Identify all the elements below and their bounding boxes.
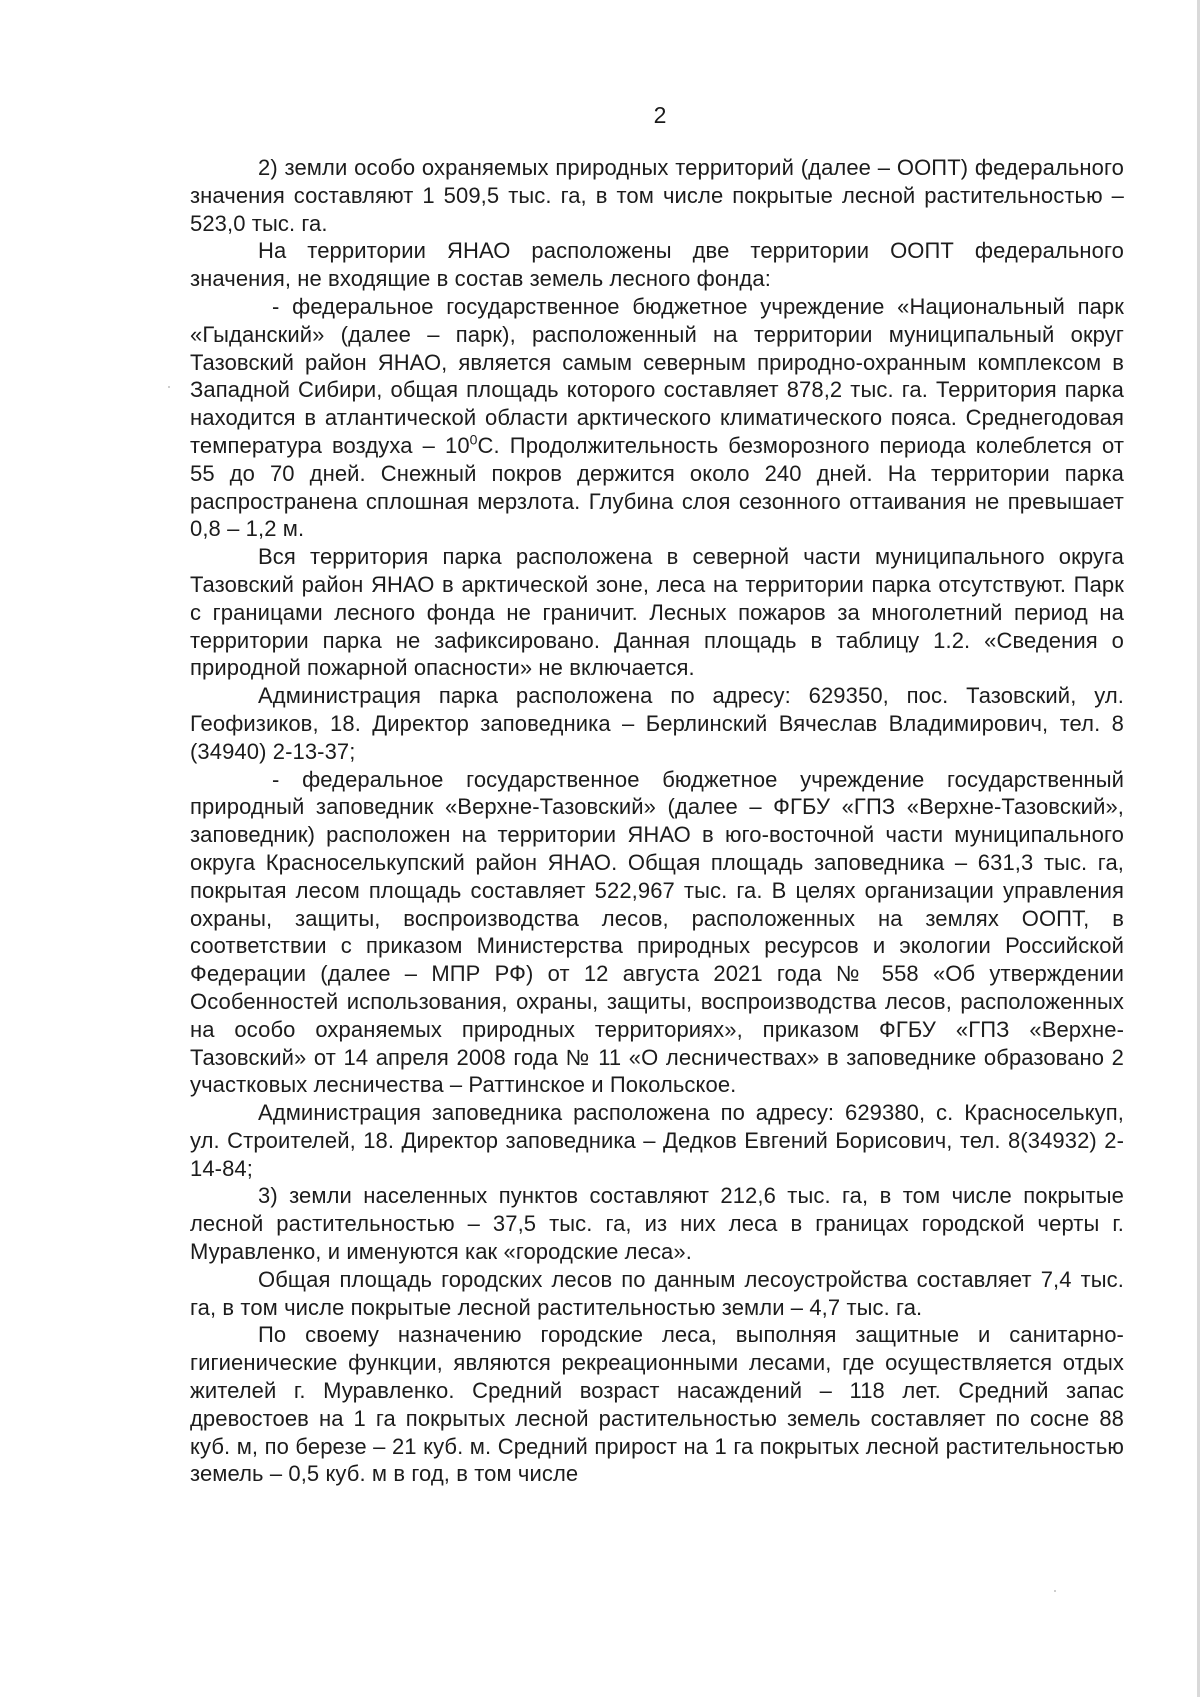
- paragraph-urban-forest-purpose: По своему назначению городские леса, выполняя защитные и санитарно-гигиенические функции, являются рекреационными лесами, где осуществляется отдых жителей г. Муравленко. Средний возраст насаждений – 118 лет. Средний запас древостоев на 1 га покрытых лесной растительностью земель составляет по сосне 88 куб. м, по березе – 21 куб. м. Средний прирост на 1 га покрытых лесной растительностью земель – 0,5 куб. м в год, в том числе: [190, 1322, 1124, 1487]
- scan-speck: [168, 386, 170, 388]
- paragraph-urban-forest-area: Общая площадь городских лесов по данным лесоустройства составляет 7,4 тыс. га, в том числе покрытые лесной растительностью земли – 4,7 тыс. га.: [190, 1266, 1124, 1320]
- paragraph-park-territory: Вся территория парка расположена в северной части муниципального округа Тазовский район ЯНАО в арктической зоне, леса на территории парка отсутствуют. Парк с границами лесного фонда не граничит. Лесных пожаров за многолетний период на территории парка не зафиксировано. Данная площадь в таблицу 1.2. «Сведения о природной пожарной опасности» не включается.: [190, 544, 1124, 681]
- page-number: 2: [653, 102, 667, 128]
- paragraph-gydan-park: [190, 293, 1124, 543]
- paragraph-two-territories: На территории ЯНАО расположены две территории ООПТ федерального значения, не входящие в состав земель лесного фонда:: [190, 238, 1124, 292]
- gydan-park-climate-text: С. Продолжительность безморозного периода колеблется от 55 до 70 дней. Снежный покров держится около 240 дней. На территории парка распространена сплошная мерзлота. Глубина слоя сезонного оттаивания не превышает 0,8 – 1,2 м.: [190, 432, 1125, 542]
- gydan-park-text: - федеральное государственное бюджетное учреждение «Национальный парк «Гыданский» (далее – парк), расположенный на территории муниципальный округ Тазовский район ЯНАО, является самым северным природно-охранным комплексом в Западной Сибири, общая площадь которого составляет 878,2 тыс. га. Территория парка находится в атлантической области арктического климатического пояса. Среднегодовая температура воздуха –: [190, 293, 1124, 458]
- degree-sign: 0: [469, 431, 478, 448]
- scan-speck: [1054, 1590, 1056, 1592]
- paragraph-reserve-administration: Администрация заповедника расположена по адресу: 629380, с. Красноселькуп, ул. Строителей, 18. Директор заповедника – Дедков Евгений Борисович, тел. 8(34932) 2-14-84;: [190, 1100, 1124, 1181]
- paragraph-federal-oopt: 2) земли особо охраняемых природных территорий (далее – ООПТ) федерального значения составляют 1 509,5 тыс. га, в том числе покрытые лесной растительностью – 523,0 тыс. га.: [190, 155, 1124, 236]
- paragraph-verkhne-tazovsky: - федеральное государственное бюджетное учреждение государственный природный заповедник «Верхне-Тазовский» (далее – ФГБУ «ГПЗ «Верхне-Тазовский», заповедник) расположен на территории ЯНАО в юго-восточной части муниципального округа Красноселькупский район ЯНАО. Общая площадь заповедника – 631,3 тыс. га, покрытая лесом площадь составляет 522,967 тыс. га. В целях организации управления охраны, защиты, воспроизводства лесов, расположенных на землях ООПТ, в соответствии с приказом Министерства природных ресурсов и экологии Российской Федерации (далее – МПР РФ) от 12 августа 2021 года № 558 «Об утверждении Особенностей использования, охраны, защиты, воспроизводства лесов, расположенных на особо охраняемых природных территориях», приказом ФГБУ «ГПЗ «Верхне-Тазовский» от 14 апреля 2008 года № 11 «О лесничествах» в заповеднике образовано 2 участковых лесничества – Раттинское и Покольское.: [190, 766, 1124, 1098]
- document-body: [190, 154, 1124, 1488]
- paragraph-park-administration: Администрация парка расположена по адресу: 629350, пос. Тазовский, ул. Геофизиков, 18. Директор заповедника – Берлинский Вячеслав Владимирович, тел. 8 (34940) 2-13-37;: [190, 683, 1124, 764]
- temperature-value: 10: [444, 432, 470, 458]
- paragraph-settlement-lands: 3) земли населенных пунктов составляют 212,6 тыс. га, в том числе покрытые лесной растительностью – 37,5 тыс. га, из них леса в границах городской черты г. Муравленко, и именуются как «городские леса».: [190, 1183, 1124, 1265]
